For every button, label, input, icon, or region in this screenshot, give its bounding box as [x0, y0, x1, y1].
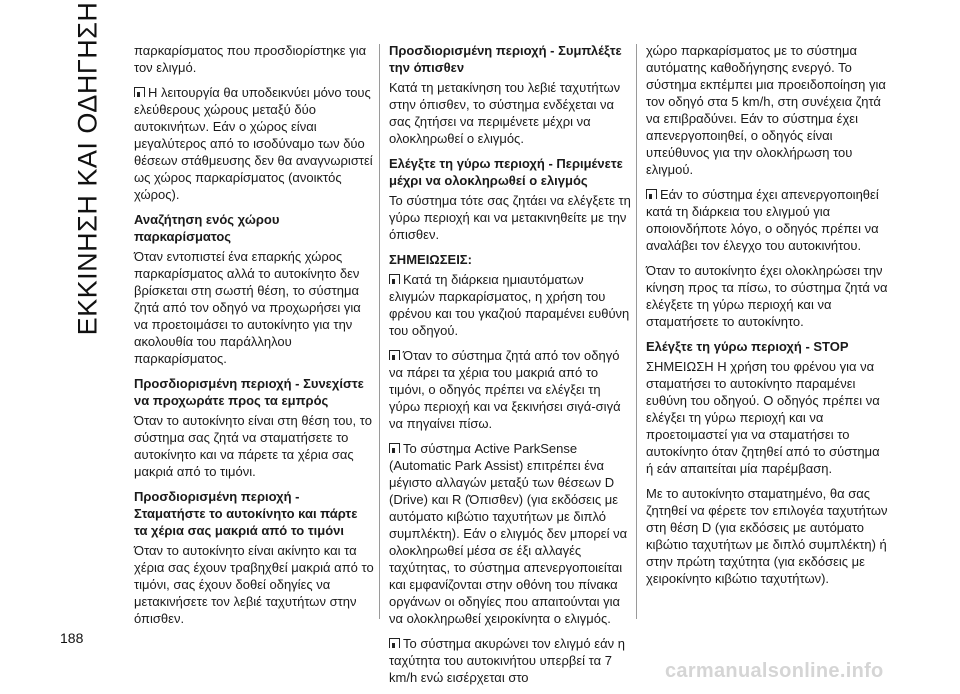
note-text: Κατά τη διάρκεια ημιαυτόματων ελιγμών παρκαρίσματος, η χρήση του φρένου και του γκαζιού παραμένει ευθύνη του οδηγού. [389, 272, 630, 338]
section-heading: Ελέγξτε τη γύρω περιοχή - Περιμένετε μέχρι να ολοκληρωθεί ο ελιγμός [389, 156, 623, 188]
note-icon [134, 87, 145, 97]
note-icon [389, 443, 400, 453]
section-tab-label: ΕΚΚΙΝΗΣΗ ΚΑΙ ΟΔΗΓΗΣΗ [72, 1, 103, 335]
paragraph: Όταν το αυτοκίνητο έχει ολοκληρώσει την κίνηση προς τα πίσω, το σύστημα ζητά να ελέγξετε τη γύρω περιοχή και να σταματήσετε το αυτοκίνητο. [646, 263, 888, 329]
note-text: Εάν το σύστημα έχει απενεργοποιηθεί κατά τη διάρκεια του ελιγμού για οποιονδήποτε λόγο, ο οδηγός πρέπει να αναλάβει τον έλεγχο του αυτοκινήτου. [646, 187, 879, 253]
page-number: 188 [60, 630, 84, 646]
column-divider [379, 44, 380, 619]
text-column-2 [389, 42, 633, 694]
paragraph: Με το αυτοκίνητο σταματημένο, θα σας ζητηθεί να φέρετε τον επιλογέα ταχυτήτων στη θέση D (για εκδόσεις με αυτόματο κιβώτιο ταχυτήτων με διπλό συμπλέκτη) ή στην πρώτη ταχύτητα (για εκδόσεις με χειροκίνητο κιβώτιο ταχυτήτων). [646, 486, 888, 586]
note-text: Η λειτουργία θα υποδεικνύει μόνο τους ελεύθερους χώρους μεταξύ δύο αυτοκινήτων. Εάν ο χώρος είναι μεγαλύτερος από το ισοδύναμο των δύο θέσεων στάθμευσης δεν θα αναγνωριστεί ως χώρος παρκαρίσματος (ανοικτός χώρος). [134, 85, 373, 202]
paragraph: χώρο παρκαρίσματος με το σύστημα αυτόματης καθοδήγησης ενεργό. Το σύστημα εκπέμπει μια προειδοποίηση για τον οδηγό στα 5 km/h, στη συνέχεια ζητά να επιβραδύνει. Εάν το σύστημα έχει απενεργοποιηθεί, ο οδηγός είναι υπεύθυνος για την ολοκλήρωση του ελιγμού. [646, 43, 886, 177]
paragraph: ΣΗΜΕΙΩΣΗ Η χρήση του φρένου για να σταματήσει το αυτοκίνητο παραμένει ευθύνη του οδηγού. Ο οδηγός πρέπει να ελέγξει τη γύρω περιοχή και να προετοιμαστεί για να σταματήσει το αυτοκίνητο όταν ζητηθεί από το σύστημα ή εάν απαιτείται μία παρέμβαση. [646, 359, 880, 476]
paragraph: Όταν το αυτοκίνητο είναι στη θέση του, το σύστημα σας ζητά να σταματήσετε το αυτοκίνητο και να πάρετε τα χέρια σας μακριά από το τιμόνι. [134, 413, 372, 479]
section-heading: Προσδιορισμένη περιοχή - Συμπλέξτε την όπισθεν [389, 43, 622, 75]
section-heading: Προσδιορισμένη περιοχή - Συνεχίστε να προχωράτε προς τα εμπρός [134, 376, 364, 408]
paragraph: Το σύστημα τότε σας ζητάει να ελέγξετε τη γύρω περιοχή και να μετακινηθείτε με την όπισθεν. [389, 193, 631, 242]
column-divider [636, 44, 637, 619]
note-text: Όταν το σύστημα ζητά από τον οδηγό να πάρει τα χέρια του μακριά από το τιμόνι, ο οδηγός πρέπει να ελέγξει τη γύρω περιοχή και να ξεκινήσει σιγά-σιγά να πηγαίνει πίσω. [389, 348, 621, 431]
watermark: carmanualsonline.info [665, 660, 884, 682]
note-paragraph [646, 186, 890, 254]
note-paragraph [134, 84, 374, 203]
text-column-1 [134, 42, 374, 635]
note-text: Το σύστημα Active ParkSense (Automatic Park Assist) επιτρέπει ένα μέγιστο αλλαγών μεταξύ των θέσεων D (Drive) και R (Όπισθεν) (για εκδόσεις με αυτόματο κιβώτιο ταχυτήτων με διπλό συμπλέκτη). Εάν ο ελιγμός δεν μπορεί να ολοκληρωθεί μέσα σε έξι αλλαγές ταχύτητας, το σύστημα απενεργοποιείται και εμφανίζονται στην οθόνη του πίνακα οργάνων οι οδηγίες που απαιτούνται για να ολοκληρωθεί χειροκίνητα ο ελιγμός. [389, 441, 628, 626]
text-column-3 [646, 42, 890, 595]
note-text: Το σύστημα ακυρώνει τον ελιγμό εάν η ταχύτητα του αυτοκινήτου υπερβεί τα 7 km/h ενώ εισέρχεται στο [389, 636, 625, 685]
note-icon [389, 350, 400, 360]
note-icon [389, 274, 400, 284]
note-icon [389, 638, 400, 648]
notes-heading: ΣΗΜΕΙΩΣΕΙΣ: [389, 252, 472, 267]
paragraph: Όταν εντοπιστεί ένα επαρκής χώρος παρκαρίσματος αλλά το αυτοκίνητο δεν βρίσκεται στη σωστή θέση, το σύστημα ζητά από τον οδηγό να προχωρήσει για να προετοιμάσει το αυτοκίνητο για την ακολουθία του παράλληλου παρκαρίσματος. [134, 249, 361, 366]
paragraph: παρκαρίσματος που προσδιορίστηκε για τον ελιγμό. [134, 43, 367, 75]
section-tab [62, 1, 114, 335]
note-paragraph [389, 635, 633, 686]
note-paragraph [389, 347, 633, 432]
section-heading: Αναζήτηση ενός χώρου παρκαρίσματος [134, 212, 280, 244]
note-paragraph [389, 440, 633, 627]
section-heading: Ελέγξτε τη γύρω περιοχή - STOP [646, 339, 849, 354]
paragraph: Όταν το αυτοκίνητο είναι ακίνητο και τα χέρια σας έχουν τραβηχθεί μακριά από το τιμόνι, σας έχουν δοθεί οδηγίες να μετακινήσετε τον λεβιέ ταχυτήτων στην όπισθεν. [134, 543, 374, 626]
note-paragraph [389, 271, 633, 339]
paragraph: Κατά τη μετακίνηση του λεβιέ ταχυτήτων στην όπισθεν, το σύστημα ενδέχεται να σας ζητήσει να περιμένετε μέχρι να ολοκληρωθεί ο ελιγμός. [389, 80, 621, 146]
note-icon [646, 189, 657, 199]
section-heading: Προσδιορισμένη περιοχή - Σταματήστε το αυτοκίνητο και πάρτε τα χέρια σας μακριά από το τιμόνι [134, 489, 358, 538]
